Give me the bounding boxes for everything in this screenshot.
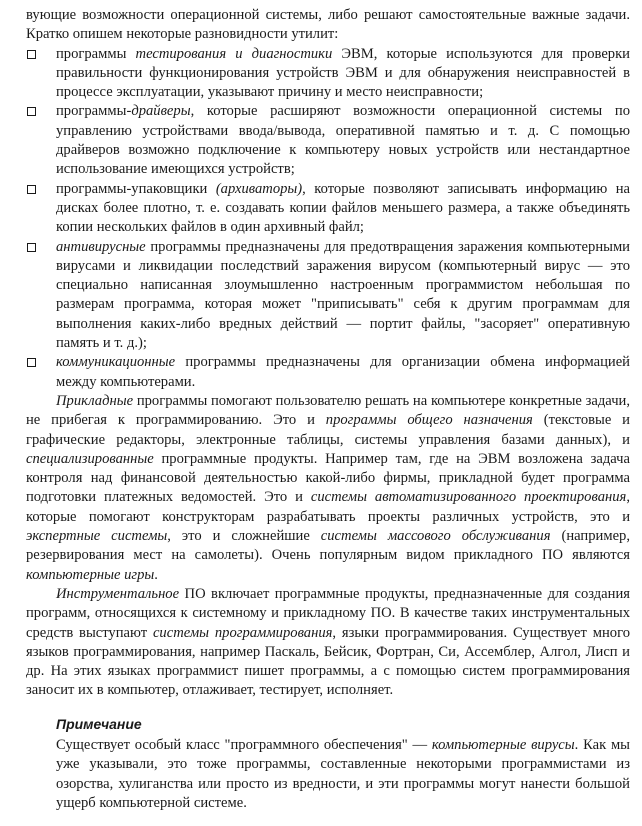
instrumental-software-paragraph: Инструментальное ПО включает программные продукты, предназначенные для создания программ, относящихся к системному и прикладному ПО. В качестве таких инструментальных средств выступают системы программирования, языки программирования. Существует много языков программирования, например Паскаль, Бейсик, Фортран, Си, Ассемблер, Алгол, Лисп и др. На этих языках программист пишет программы, а с помощью систем программирования заносит их в компьютер, отлаживает, тестирует, исполняет.: [26, 585, 630, 699]
note-title: Примечание: [56, 715, 142, 732]
note-block: [26, 715, 630, 813]
checkbox-bullet-icon: [27, 50, 36, 59]
list-item: программы-драйверы, которые расширяют возможности операционной системы по управлению устройствами ввода/вывода, оперативной памятью и т. д. С помощью драйверов возможно подключение к компьютеру новых устройств или нестандартное использование имеющихся устройств;: [26, 102, 630, 179]
intro-paragraph: вующие возможности операционной системы, либо решают самостоятельные важные задачи. Кратко опишем некоторые разновидности утилит:: [26, 7, 630, 43]
list-item: программы-упаковщики (архиваторы), которые позволяют записывать информацию на дисках более плотно, т. е. создавать копии файлов меньшего размера, а также объединять копии нескольких файлов в один архивный файл;: [26, 180, 630, 238]
utility-list: [26, 45, 630, 392]
note-text: Существует особый класс "программного обеспечения" — компьютерные вирусы. Как мы уже указывали, это тоже программы, составленные некоторыми программистами из озорства, хулиганства или просто из вредности, и эти программы могут нанести большой ущерб компьютерной системе.: [56, 736, 630, 811]
applied-software-paragraph: Прикладные программы помогают пользователю решать на компьютере конкретные задачи, не прибегая к программированию. Это и программы общего назначения (текстовые и графические редакторы, электронные таблицы, системы управления базами данных), и специализированные программные продукты. Например там, где на ЭВМ возложена задача контроля над финансовой деятельностью какой-либо фирмы, прикладной будет программа подготовки платежных ведомостей. Это и системы автоматизированного проектирования, которые помогают конструкторам разрабатывать проекты различных устройств, это и экспертные системы, это и сложнейшие системы массового обслуживания (например, резервирования мест на самолеты). Очень популярным видом прикладного ПО являются компьютерные игры.: [26, 392, 630, 583]
list-item: антивирусные программы предназначены для предотвращения заражения компьютерными вирусами и ликвидации последствий заражения вирусом (компьютерный вирус — это специально написанная злоумышленно настроенным программистом небольшая по размерам программа, которая может "приписывать" себя к другим программам для выполнения каких-либо вредных действий — портит файлы, "засоряет" оперативную память и т. д.);: [26, 238, 630, 354]
list-item: программы тестирования и диагностики ЭВМ, которые используются для проверки правильности функционирования устройств ЭВМ и для обнаружения неисправностей в процессе эксплуатации, указывают причину и место неисправности;: [26, 45, 630, 103]
checkbox-bullet-icon: [27, 185, 36, 194]
list-item: коммуникационные программы предназначены для организации обмена информацией между компьютерами.: [26, 353, 630, 392]
checkbox-bullet-icon: [27, 358, 36, 367]
checkbox-bullet-icon: [27, 243, 36, 252]
checkbox-bullet-icon: [27, 107, 36, 116]
